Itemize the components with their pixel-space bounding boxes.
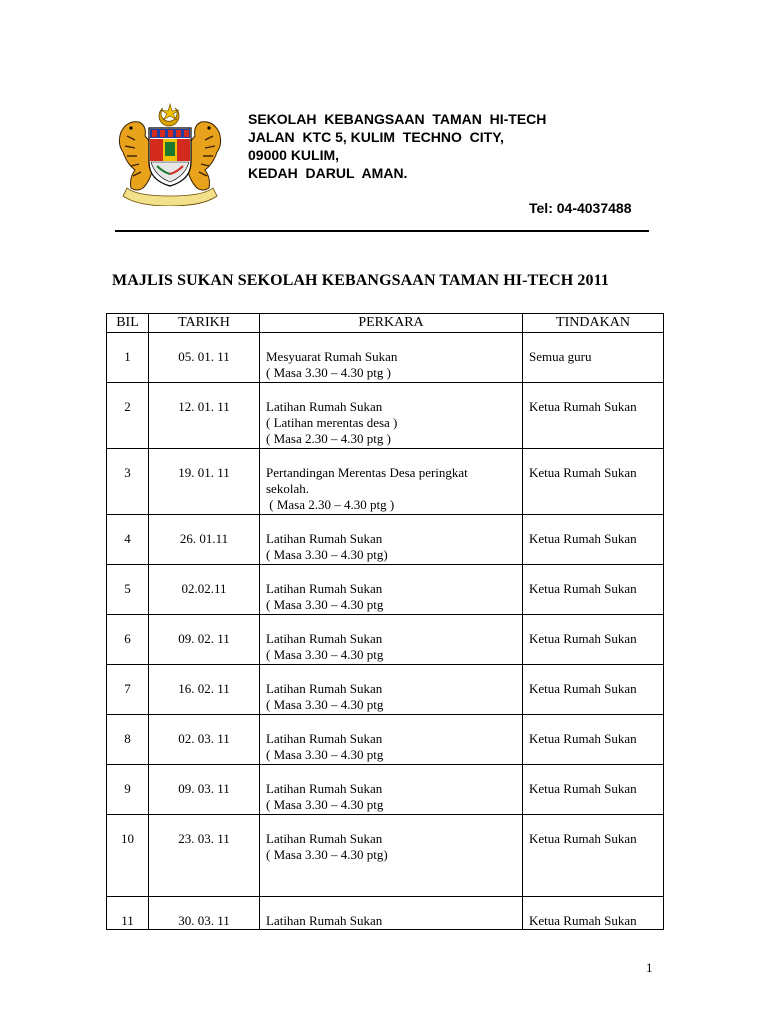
cell-tindakan: Ketua Rumah Sukan [523, 615, 664, 665]
cell-tarikh: 09. 03. 11 [149, 765, 260, 815]
cell-bil: 6 [107, 615, 149, 665]
table-row [107, 897, 664, 930]
malaysia-crest-logo [113, 102, 227, 206]
perkara-line: Latihan Rumah Sukan [266, 399, 383, 414]
table-row [107, 565, 664, 615]
cell-tindakan: Ketua Rumah Sukan [523, 449, 664, 515]
table-row [107, 615, 664, 665]
cell-tarikh: 16. 02. 11 [149, 665, 260, 715]
cell-tindakan: Semua guru [523, 333, 664, 383]
table-row [107, 715, 664, 765]
perkara-line: Latihan Rumah Sukan [266, 831, 383, 846]
header-tarikh: TARIKH [149, 314, 260, 333]
schedule-table [106, 313, 664, 930]
cell-perkara [260, 515, 523, 565]
cell-tindakan: Ketua Rumah Sukan [523, 897, 664, 930]
cell-perkara [260, 815, 523, 897]
perkara-line: ( Masa 3.30 – 4.30 ptg [266, 647, 384, 662]
perkara-line: ( Masa 3.30 – 4.30 ptg [266, 747, 384, 762]
cell-bil: 10 [107, 815, 149, 897]
address-line-3: KEDAH DARUL AMAN. [248, 165, 408, 181]
document-title: MAJLIS SUKAN SEKOLAH KEBANGSAAN TAMAN HI-TECH 2011 [112, 272, 609, 289]
cell-tarikh: 02.02.11 [149, 565, 260, 615]
cell-perkara [260, 383, 523, 449]
perkara-line: ( Masa 3.30 – 4.30 ptg) [266, 547, 388, 562]
school-address-block [248, 110, 546, 182]
perkara-line: Mesyuarat Rumah Sukan [266, 349, 398, 364]
cell-bil: 4 [107, 515, 149, 565]
cell-bil: 1 [107, 333, 149, 383]
perkara-line: Latihan Rumah Sukan [266, 581, 383, 596]
cell-tarikh: 12. 01. 11 [149, 383, 260, 449]
perkara-line: Latihan Rumah Sukan [266, 731, 383, 746]
header-bil: BIL [107, 314, 149, 333]
cell-tarikh: 30. 03. 11 [149, 897, 260, 930]
address-line-1: JALAN KTC 5, KULIM TECHNO CITY, [248, 129, 504, 145]
cell-perkara [260, 665, 523, 715]
school-name: SEKOLAH KEBANGSAAN TAMAN HI-TECH [248, 111, 547, 127]
perkara-line: Latihan Rumah Sukan [266, 781, 383, 796]
cell-tindakan: Ketua Rumah Sukan [523, 715, 664, 765]
address-line-2: 09000 KULIM, [248, 147, 340, 163]
cell-perkara [260, 897, 523, 930]
cell-bil: 7 [107, 665, 149, 715]
perkara-line: ( Masa 3.30 – 4.30 ptg [266, 697, 384, 712]
cell-perkara [260, 449, 523, 515]
cell-bil: 11 [107, 897, 149, 930]
cell-tindakan: Ketua Rumah Sukan [523, 515, 664, 565]
cell-perkara [260, 333, 523, 383]
page-number: 1 [646, 960, 653, 975]
table-row [107, 665, 664, 715]
perkara-line: ( Masa 3.30 – 4.30 ptg [266, 597, 384, 612]
perkara-line: ( Masa 3.30 – 4.30 ptg [266, 797, 384, 812]
cell-perkara [260, 765, 523, 815]
perkara-line: Latihan Rumah Sukan [266, 531, 383, 546]
table-row [107, 333, 664, 383]
cell-tindakan: Ketua Rumah Sukan [523, 765, 664, 815]
cell-bil: 9 [107, 765, 149, 815]
perkara-line: sekolah. [266, 481, 309, 496]
header-divider [115, 230, 649, 232]
perkara-line: Latihan Rumah Sukan [266, 631, 383, 646]
cell-bil: 8 [107, 715, 149, 765]
cell-bil: 5 [107, 565, 149, 615]
perkara-line: ( Masa 3.30 – 4.30 ptg) [266, 847, 388, 862]
cell-tarikh: 02. 03. 11 [149, 715, 260, 765]
cell-tarikh: 23. 03. 11 [149, 815, 260, 897]
header-perkara: PERKARA [260, 314, 523, 333]
cell-perkara [260, 565, 523, 615]
perkara-line: Latihan Rumah Sukan [266, 913, 383, 928]
perkara-line: Latihan Rumah Sukan [266, 681, 383, 696]
header-tindakan: TINDAKAN [523, 314, 664, 333]
cell-bil: 3 [107, 449, 149, 515]
cell-tarikh: 26. 01.11 [149, 515, 260, 565]
table-row [107, 515, 664, 565]
cell-perkara [260, 615, 523, 665]
table-header-row [107, 314, 664, 333]
table-row [107, 383, 664, 449]
perkara-line: ( Masa 2.30 – 4.30 ptg ) [266, 497, 395, 512]
perkara-line: Pertandingan Merentas Desa peringkat [266, 465, 468, 480]
telephone-number: Tel: 04-4037488 [529, 200, 632, 216]
perkara-line: ( Latihan merentas desa ) [266, 415, 398, 430]
cell-tarikh: 09. 02. 11 [149, 615, 260, 665]
table-row [107, 815, 664, 897]
perkara-line: ( Masa 3.30 – 4.30 ptg ) [266, 365, 391, 380]
cell-tarikh: 05. 01. 11 [149, 333, 260, 383]
perkara-line: ( Masa 2.30 – 4.30 ptg ) [266, 431, 391, 446]
cell-tindakan: Ketua Rumah Sukan [523, 665, 664, 715]
table-row [107, 449, 664, 515]
cell-perkara [260, 715, 523, 765]
cell-bil: 2 [107, 383, 149, 449]
cell-tindakan: Ketua Rumah Sukan [523, 383, 664, 449]
cell-tarikh: 19. 01. 11 [149, 449, 260, 515]
cell-tindakan: Ketua Rumah Sukan [523, 815, 664, 897]
table-row [107, 765, 664, 815]
cell-tindakan: Ketua Rumah Sukan [523, 565, 664, 615]
